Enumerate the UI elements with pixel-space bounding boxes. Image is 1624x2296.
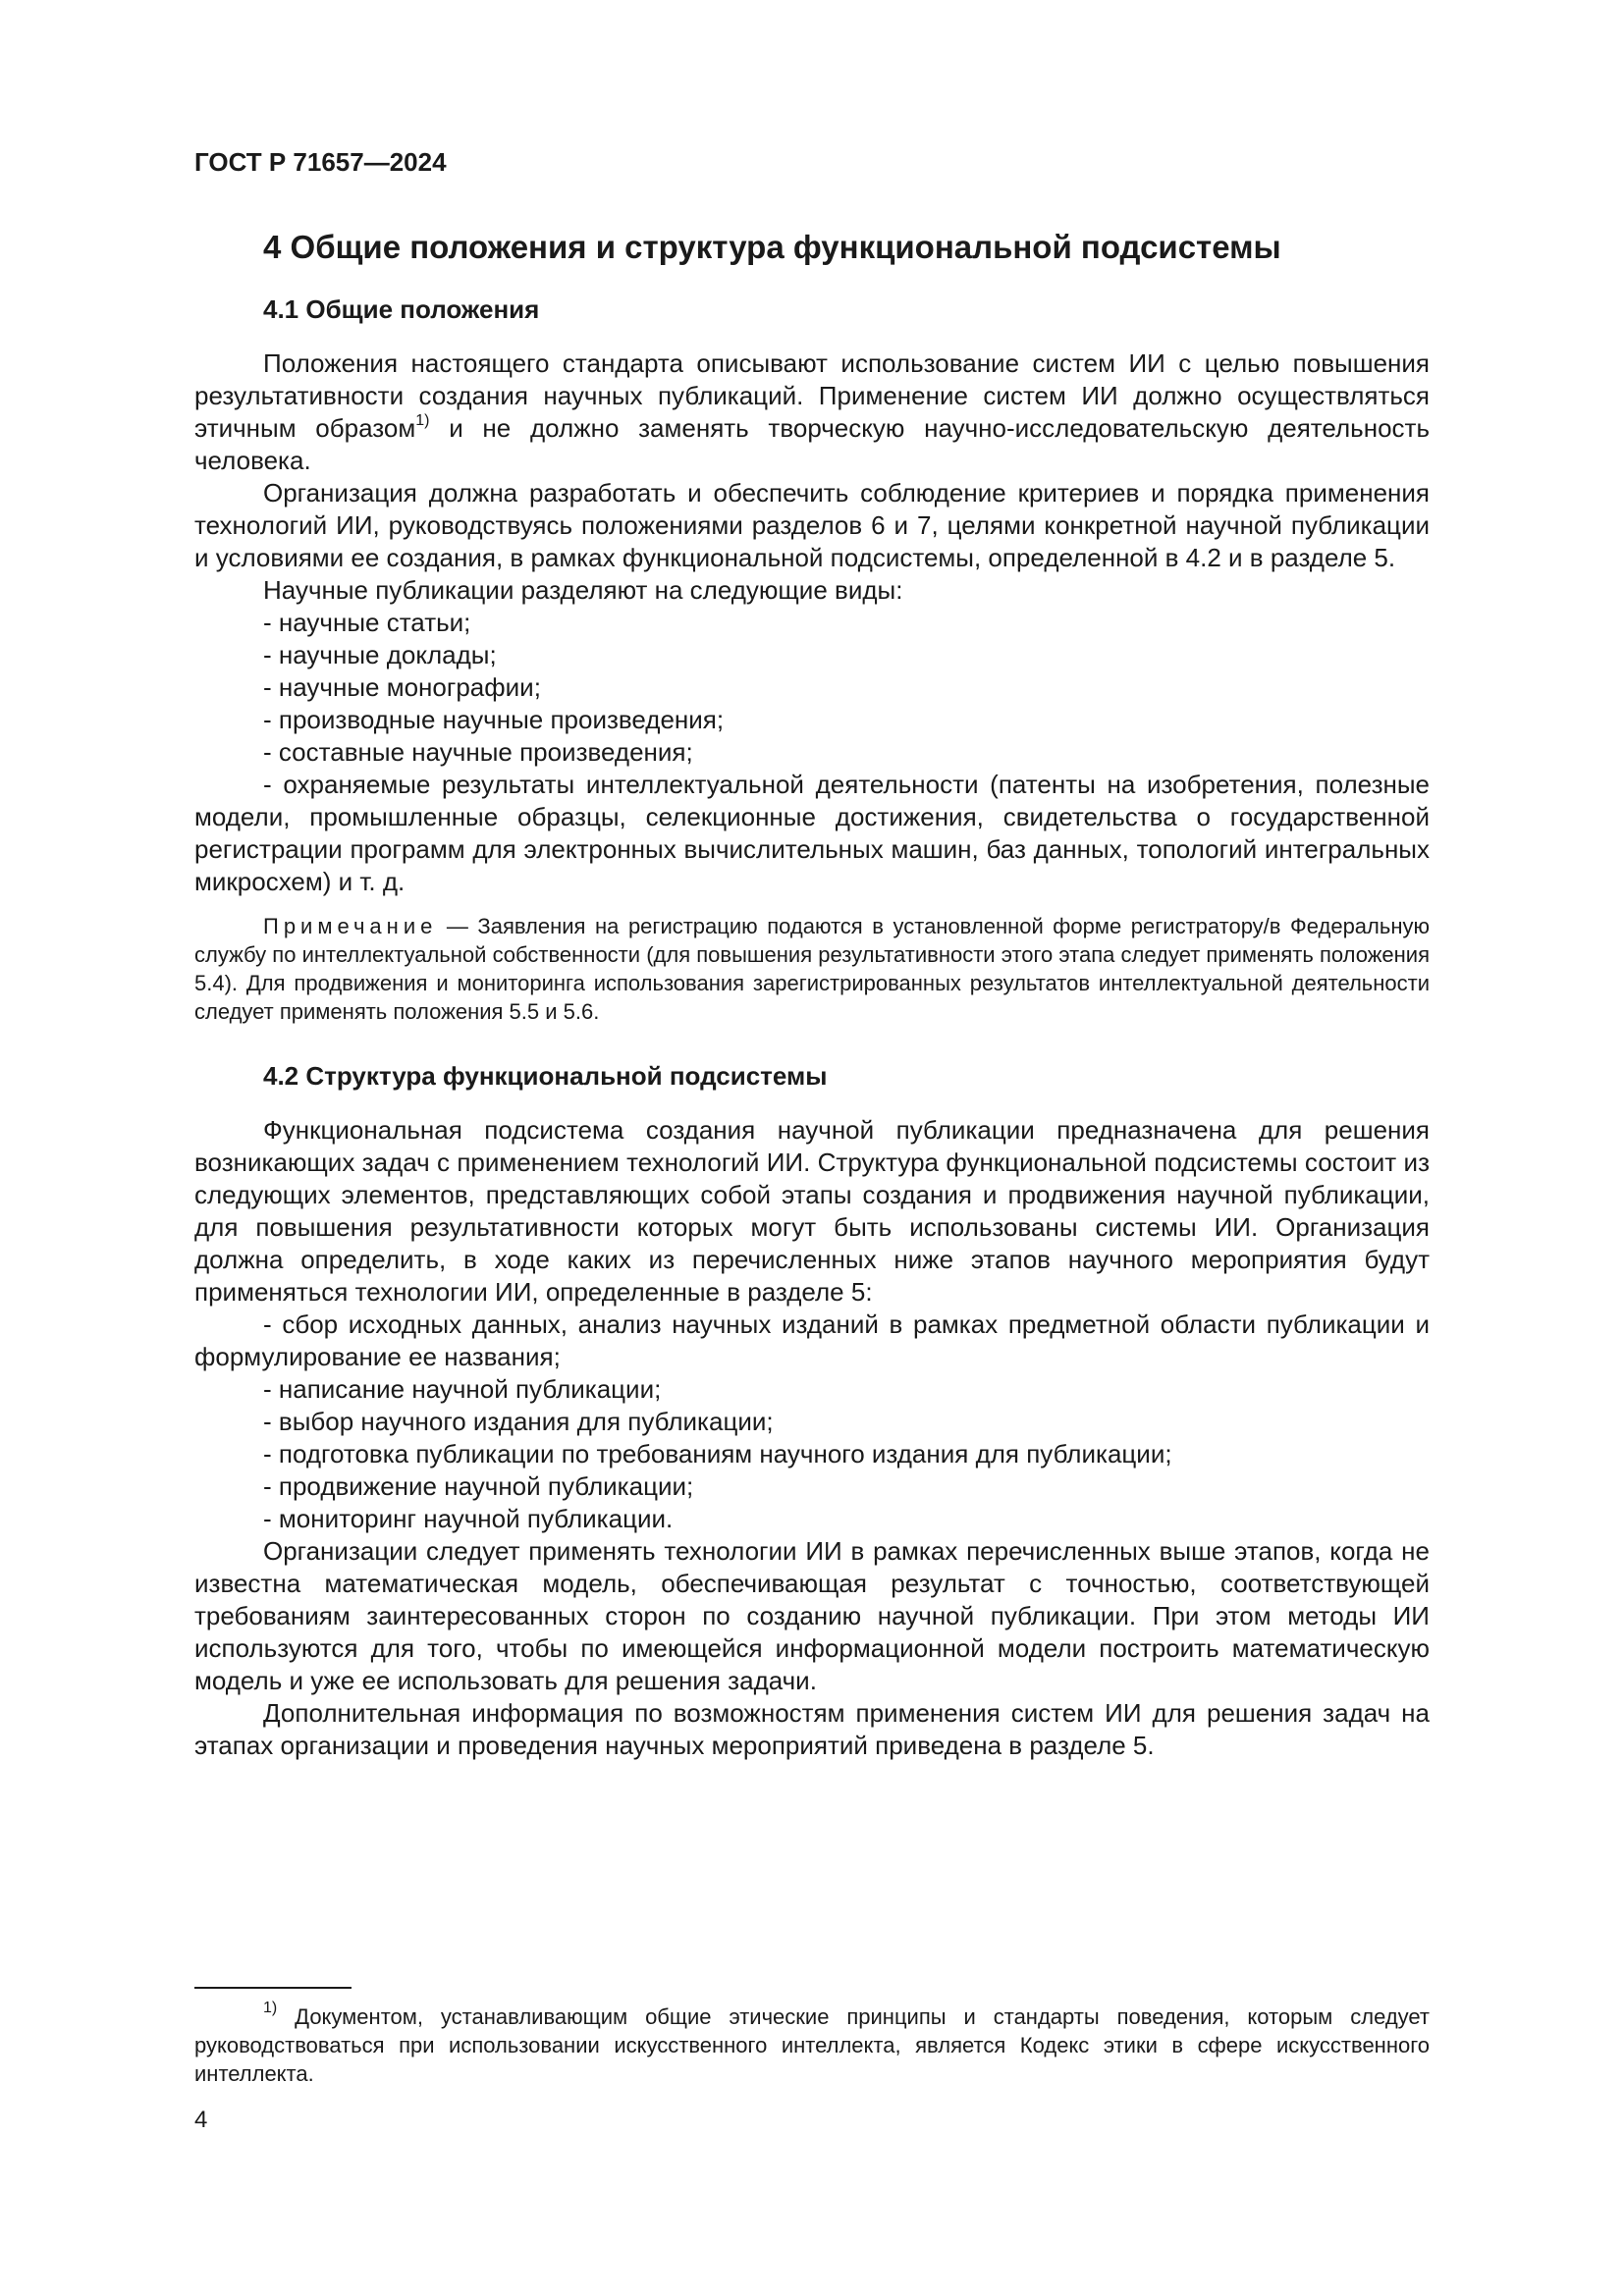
footnote-text: Документом, устанавливающим общие этические принципы и стандарты поведения, которым следует руководствоваться при использовании искусственного интеллекта, является Кодекс этики в сфере искусственного интеллекта.	[194, 2004, 1430, 2086]
section-4-heading: 4 Общие положения и структура функциональной подсистемы	[263, 229, 1281, 265]
section-4-2-paragraph-3: Дополнительная информация по возможностям применения систем ИИ для решения задач на этапах организации и проведения научных мероприятий приведена в разделе 5.	[194, 1698, 1430, 1760]
section-4-2-heading: 4.2 Структура функциональной подсистемы	[263, 1061, 828, 1091]
note-text: — Заявления на регистрацию подаются в установленной форме регистратору/в Федеральную службу по интеллектуальной собственности (для повышения результативности этого этапа следует применять положения 5.4). Для продвижения и мониторинга использования зарегистрированных результатов интеллектуальной деятельности следует применять положения 5.5 и 5.6.	[194, 914, 1430, 1024]
section-4-1-paragraph-3: Научные публикации разделяют на следующие виды:	[263, 575, 903, 605]
section-4-1-paragraph-1	[194, 347, 1430, 477]
list-item: - написание научной публикации;	[194, 1373, 1430, 1406]
note-paragraph	[194, 912, 1430, 1026]
list-item: - охраняемые результаты интеллектуальной деятельности (патенты на изобретения, полезные модели, промышленные образцы, селекционные достижения, свидетельства о государственной регистрации программ для электронных вычислительных машин, баз данных, топологий интегральных микросхем) и т. д.	[194, 769, 1430, 898]
footnote	[194, 2002, 1430, 2088]
list-item: - научные статьи;	[194, 607, 1430, 639]
section-4-1-heading: 4.1 Общие положения	[263, 294, 540, 324]
section-4-2-paragraph-2: Организации следует применять технологии ИИ в рамках перечисленных выше этапов, когда не известна математическая модель, обеспечивающая результат с точностью, соответствующей требованиям заинтересованных сторон по созданию научной публикации. При этом методы ИИ используются для того, чтобы по имеющейся информационной модели построить математическую модель и уже ее использовать для решения задачи.	[194, 1536, 1430, 1695]
footnote-ref: 1)	[415, 412, 430, 429]
page-content	[194, 228, 1430, 1762]
publication-types-list	[194, 607, 1430, 898]
list-item: - научные доклады;	[194, 639, 1430, 671]
paragraph-text: и не должно заменять творческую научно-исследовательскую деятельность человека.	[194, 413, 1430, 475]
list-item: - мониторинг научной публикации.	[194, 1503, 1430, 1535]
paragraph-text: Положения настоящего стандарта описывают использование систем ИИ с целью повышения результативности создания научных публикаций. Применение систем ИИ должно осуществляться этичным образом	[194, 348, 1430, 443]
list-item: - составные научные произведения;	[194, 736, 1430, 769]
section-4-1-paragraph-2: Организация должна разработать и обеспечить соблюдение критериев и порядка применения технологий ИИ, руководствуясь положениями разделов 6 и 7, целями конкретной научной публикации и условиями ее создания, в рамках функциональной подсистемы, определенной в 4.2 и в разделе 5.	[194, 478, 1430, 572]
list-item: - подготовка публикации по требованиям научного издания для публикации;	[194, 1438, 1430, 1470]
list-item: - выбор научного издания для публикации;	[194, 1406, 1430, 1438]
list-item: - производные научные произведения;	[194, 704, 1430, 736]
list-item: - сбор исходных данных, анализ научных изданий в рамках предметной области публикации и формулирование ее названия;	[194, 1308, 1430, 1373]
standard-id: ГОСТ Р 71657—2024	[194, 147, 447, 177]
note-label: Примечание	[263, 914, 438, 938]
footnote-marker: 1)	[263, 2000, 278, 2016]
section-4-2-paragraph-1: Функциональная подсистема создания научной публикации предназначена для решения возникающих задач с применением технологий ИИ. Структура функциональной подсистемы состоит из следующих элементов, представляющих собой этапы создания и продвижения научной публикации, для повышения результативности которых могут быть использованы системы ИИ. Организация должна определить, в ходе каких из перечисленных ниже этапов научного мероприятия будут применяться технологии ИИ, определенные в разделе 5:	[194, 1115, 1430, 1307]
list-item: - продвижение научной публикации;	[194, 1470, 1430, 1503]
stages-list	[194, 1308, 1430, 1535]
footnote-separator	[194, 1987, 352, 1989]
page-number: 4	[194, 2107, 208, 2133]
section-4-2	[194, 1059, 1430, 1762]
list-item: - научные монографии;	[194, 671, 1430, 704]
